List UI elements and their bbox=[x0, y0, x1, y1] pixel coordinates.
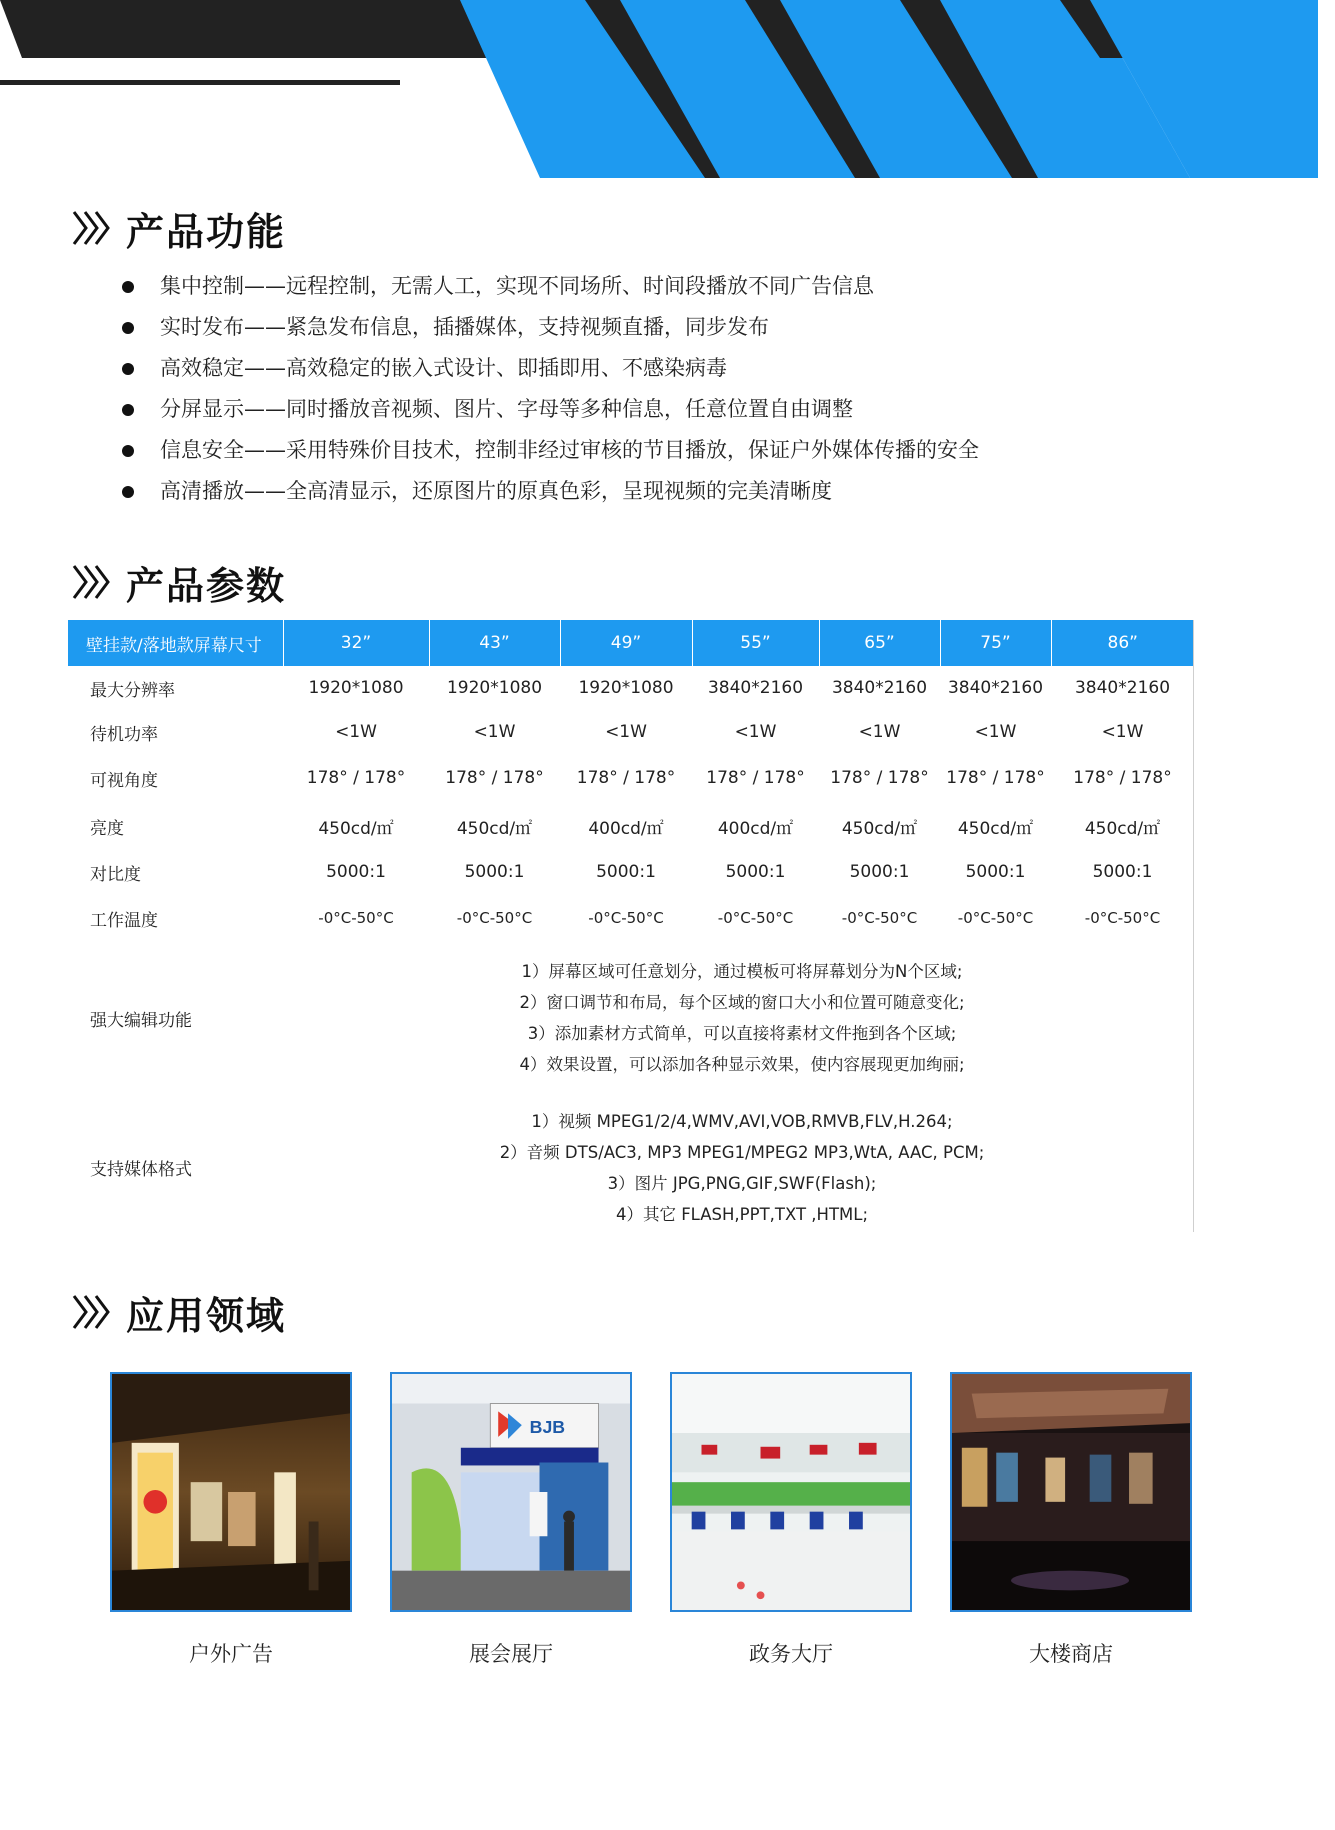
row-label: 对比度 bbox=[90, 864, 141, 885]
triple-chevron-icon bbox=[70, 1292, 114, 1332]
table-cell: 5000:1 bbox=[1092, 862, 1153, 882]
table-header-cell: 75” bbox=[940, 620, 1051, 666]
table-cell: 178° / 178° bbox=[946, 768, 1045, 788]
feature-item: 高效稳定——高效稳定的嵌入式设计、即插即用、不感染病毒 bbox=[120, 348, 979, 389]
table-cell: 178° / 178° bbox=[306, 768, 406, 788]
feature-item: 实时发布——紧急发布信息，插播媒体，支持视频直播，同步发布 bbox=[120, 307, 979, 348]
table-cell: -0°C-50°C bbox=[1084, 909, 1161, 927]
table-cell: 450cd/㎡ bbox=[318, 818, 394, 839]
params-heading: 产品参数 bbox=[126, 563, 287, 608]
table-cell: 3840*2160 bbox=[1074, 678, 1171, 698]
table-header-cell: 86” bbox=[1051, 620, 1194, 666]
application-card bbox=[110, 1372, 352, 1668]
application-card bbox=[390, 1372, 632, 1668]
table-row bbox=[68, 710, 1194, 754]
table-cell: <1W bbox=[473, 722, 516, 742]
table-header-cell: 壁挂款/落地款屏幕尺寸 bbox=[68, 620, 283, 666]
feature-item: 信息安全——采用特殊价目技术，控制非经过审核的节目播放，保证户外媒体传播的安全 bbox=[120, 430, 979, 471]
table-header-cell: 49” bbox=[560, 620, 692, 666]
outdoor-ad-photo bbox=[110, 1372, 352, 1612]
row-label: 亮度 bbox=[90, 818, 124, 839]
table-cell: <1W bbox=[1101, 722, 1144, 742]
exhibition-booth-photo bbox=[390, 1372, 632, 1612]
table-row bbox=[68, 754, 1194, 802]
table-header-row bbox=[68, 620, 1194, 666]
government-hall-photo bbox=[670, 1372, 912, 1612]
table-cell: -0°C-50°C bbox=[957, 909, 1034, 927]
table-header-cell: 32” bbox=[283, 620, 429, 666]
table-cell: 178° / 178° bbox=[830, 768, 929, 788]
table-cell: 1920*1080 bbox=[446, 678, 543, 698]
booth-sign-text: BJB bbox=[529, 1417, 566, 1437]
table-cell: 5000:1 bbox=[965, 862, 1026, 882]
table-row bbox=[68, 666, 1194, 710]
application-caption: 大楼商店 bbox=[1029, 1642, 1113, 1666]
table-right-border bbox=[1193, 620, 1194, 1232]
table-cell: 178° / 178° bbox=[445, 768, 544, 788]
table-cell: 5000:1 bbox=[725, 862, 786, 882]
table-cell: 5000:1 bbox=[326, 862, 386, 882]
table-cell: 400cd/㎡ bbox=[717, 818, 794, 839]
bullet-icon bbox=[122, 486, 134, 498]
note-line: 1）视频 MPEG1/2/4,WMV,AVI,VOB,RMVB,FLV,H.264; bbox=[531, 1111, 953, 1131]
table-cell: -0°C-50°C bbox=[588, 909, 664, 927]
triple-chevron-icon bbox=[70, 208, 114, 248]
table-cell: <1W bbox=[734, 722, 777, 742]
feature-item: 分屏显示——同时播放音视频、图片、字母等多种信息，任意位置自由调整 bbox=[120, 389, 979, 430]
features-heading: 产品功能 bbox=[126, 209, 287, 254]
note-line: 4）效果设置，可以添加各种显示效果，使内容展现更加绚丽; bbox=[519, 1055, 965, 1074]
table-cell: 450cd/㎡ bbox=[841, 818, 918, 839]
table-cell: -0°C-50°C bbox=[318, 909, 394, 927]
table-cell: 450cd/㎡ bbox=[456, 818, 533, 839]
bullet-icon bbox=[122, 322, 134, 334]
feature-list bbox=[120, 266, 979, 512]
table-cell: 178° / 178° bbox=[576, 768, 676, 788]
table-cell: 178° / 178° bbox=[1073, 768, 1172, 788]
table-cell: 1920*1080 bbox=[308, 678, 404, 698]
application-card bbox=[670, 1372, 912, 1668]
section-title-apps bbox=[70, 1288, 286, 1336]
bullet-icon bbox=[122, 363, 134, 375]
table-cell: <1W bbox=[858, 722, 901, 742]
row-label: 工作温度 bbox=[90, 910, 158, 931]
note-line: 3）添加素材方式简单，可以直接将素材文件拖到各个区域; bbox=[527, 1024, 957, 1043]
table-header-cell: 43” bbox=[429, 620, 560, 666]
table-cell: -0°C-50°C bbox=[456, 909, 533, 927]
table-row-media bbox=[68, 1094, 1194, 1241]
media-notes bbox=[283, 1094, 1194, 1241]
table-header-cell: 55” bbox=[692, 620, 819, 666]
bullet-icon bbox=[122, 404, 134, 416]
table-cell: 178° / 178° bbox=[706, 768, 805, 788]
triple-chevron-icon bbox=[70, 562, 114, 602]
row-label: 最大分辨率 bbox=[90, 680, 175, 701]
table-cell: -0°C-50°C bbox=[841, 909, 918, 927]
table-cell: 450cd/㎡ bbox=[1084, 818, 1161, 839]
table-cell: 1920*1080 bbox=[578, 678, 674, 698]
spec-table bbox=[68, 620, 1194, 1241]
edit-notes bbox=[283, 942, 1194, 1094]
table-cell: 5000:1 bbox=[849, 862, 910, 882]
table-cell: -0°C-50°C bbox=[717, 909, 794, 927]
table-header-cell: 65” bbox=[819, 620, 940, 666]
table-cell: 5000:1 bbox=[464, 862, 525, 882]
table-row bbox=[68, 894, 1194, 942]
table-row-edit bbox=[68, 942, 1194, 1094]
header-banner bbox=[0, 0, 1335, 185]
application-card bbox=[950, 1372, 1192, 1668]
section-title-params bbox=[70, 558, 286, 606]
row-label: 待机功率 bbox=[90, 724, 158, 745]
bullet-icon bbox=[122, 445, 134, 457]
note-line: 1）屏幕区域可任意划分，通过模板可将屏幕划分为N个区域; bbox=[521, 962, 963, 981]
section-title-features bbox=[70, 204, 286, 252]
note-line: 2）窗口调节和布局，每个区域的窗口大小和位置可随意变化; bbox=[519, 993, 965, 1012]
table-cell: <1W bbox=[605, 722, 647, 742]
note-line: 2）音频 DTS/AC3, MP3 MPEG1/MPEG2 MP3,WtA, AAC, PCM; bbox=[499, 1142, 985, 1162]
feature-item: 集中控制——远程控制，无需人工，实现不同场所、时间段播放不同广告信息 bbox=[120, 266, 979, 307]
bullet-icon bbox=[122, 281, 134, 293]
table-cell: 400cd/㎡ bbox=[588, 818, 664, 839]
table-cell: 5000:1 bbox=[596, 862, 656, 882]
table-cell: <1W bbox=[335, 722, 377, 742]
apps-heading: 应用领域 bbox=[126, 1293, 287, 1338]
table-cell: 450cd/㎡ bbox=[957, 818, 1034, 839]
note-line: 3）图片 JPG,PNG,GIF,SWF(Flash); bbox=[607, 1173, 877, 1193]
building-store-photo bbox=[950, 1372, 1192, 1612]
application-caption: 户外广告 bbox=[189, 1642, 273, 1666]
feature-item: 高清播放——全高清显示，还原图片的原真色彩，呈现视频的完美清晰度 bbox=[120, 471, 979, 512]
row-label: 可视角度 bbox=[90, 770, 158, 791]
table-row bbox=[68, 802, 1194, 850]
table-row bbox=[68, 850, 1194, 894]
note-line: 4）其它 FLASH,PPT,TXT ,HTML; bbox=[615, 1204, 869, 1224]
table-cell: 3840*2160 bbox=[707, 678, 804, 698]
table-cell: 3840*2160 bbox=[947, 678, 1044, 698]
row-label: 强大编辑功能 bbox=[90, 1010, 192, 1031]
application-caption: 政务大厅 bbox=[749, 1642, 833, 1666]
table-cell: 3840*2160 bbox=[831, 678, 928, 698]
table-cell: <1W bbox=[974, 722, 1017, 742]
application-caption: 展会展厅 bbox=[469, 1642, 553, 1666]
row-label: 支持媒体格式 bbox=[90, 1160, 192, 1180]
